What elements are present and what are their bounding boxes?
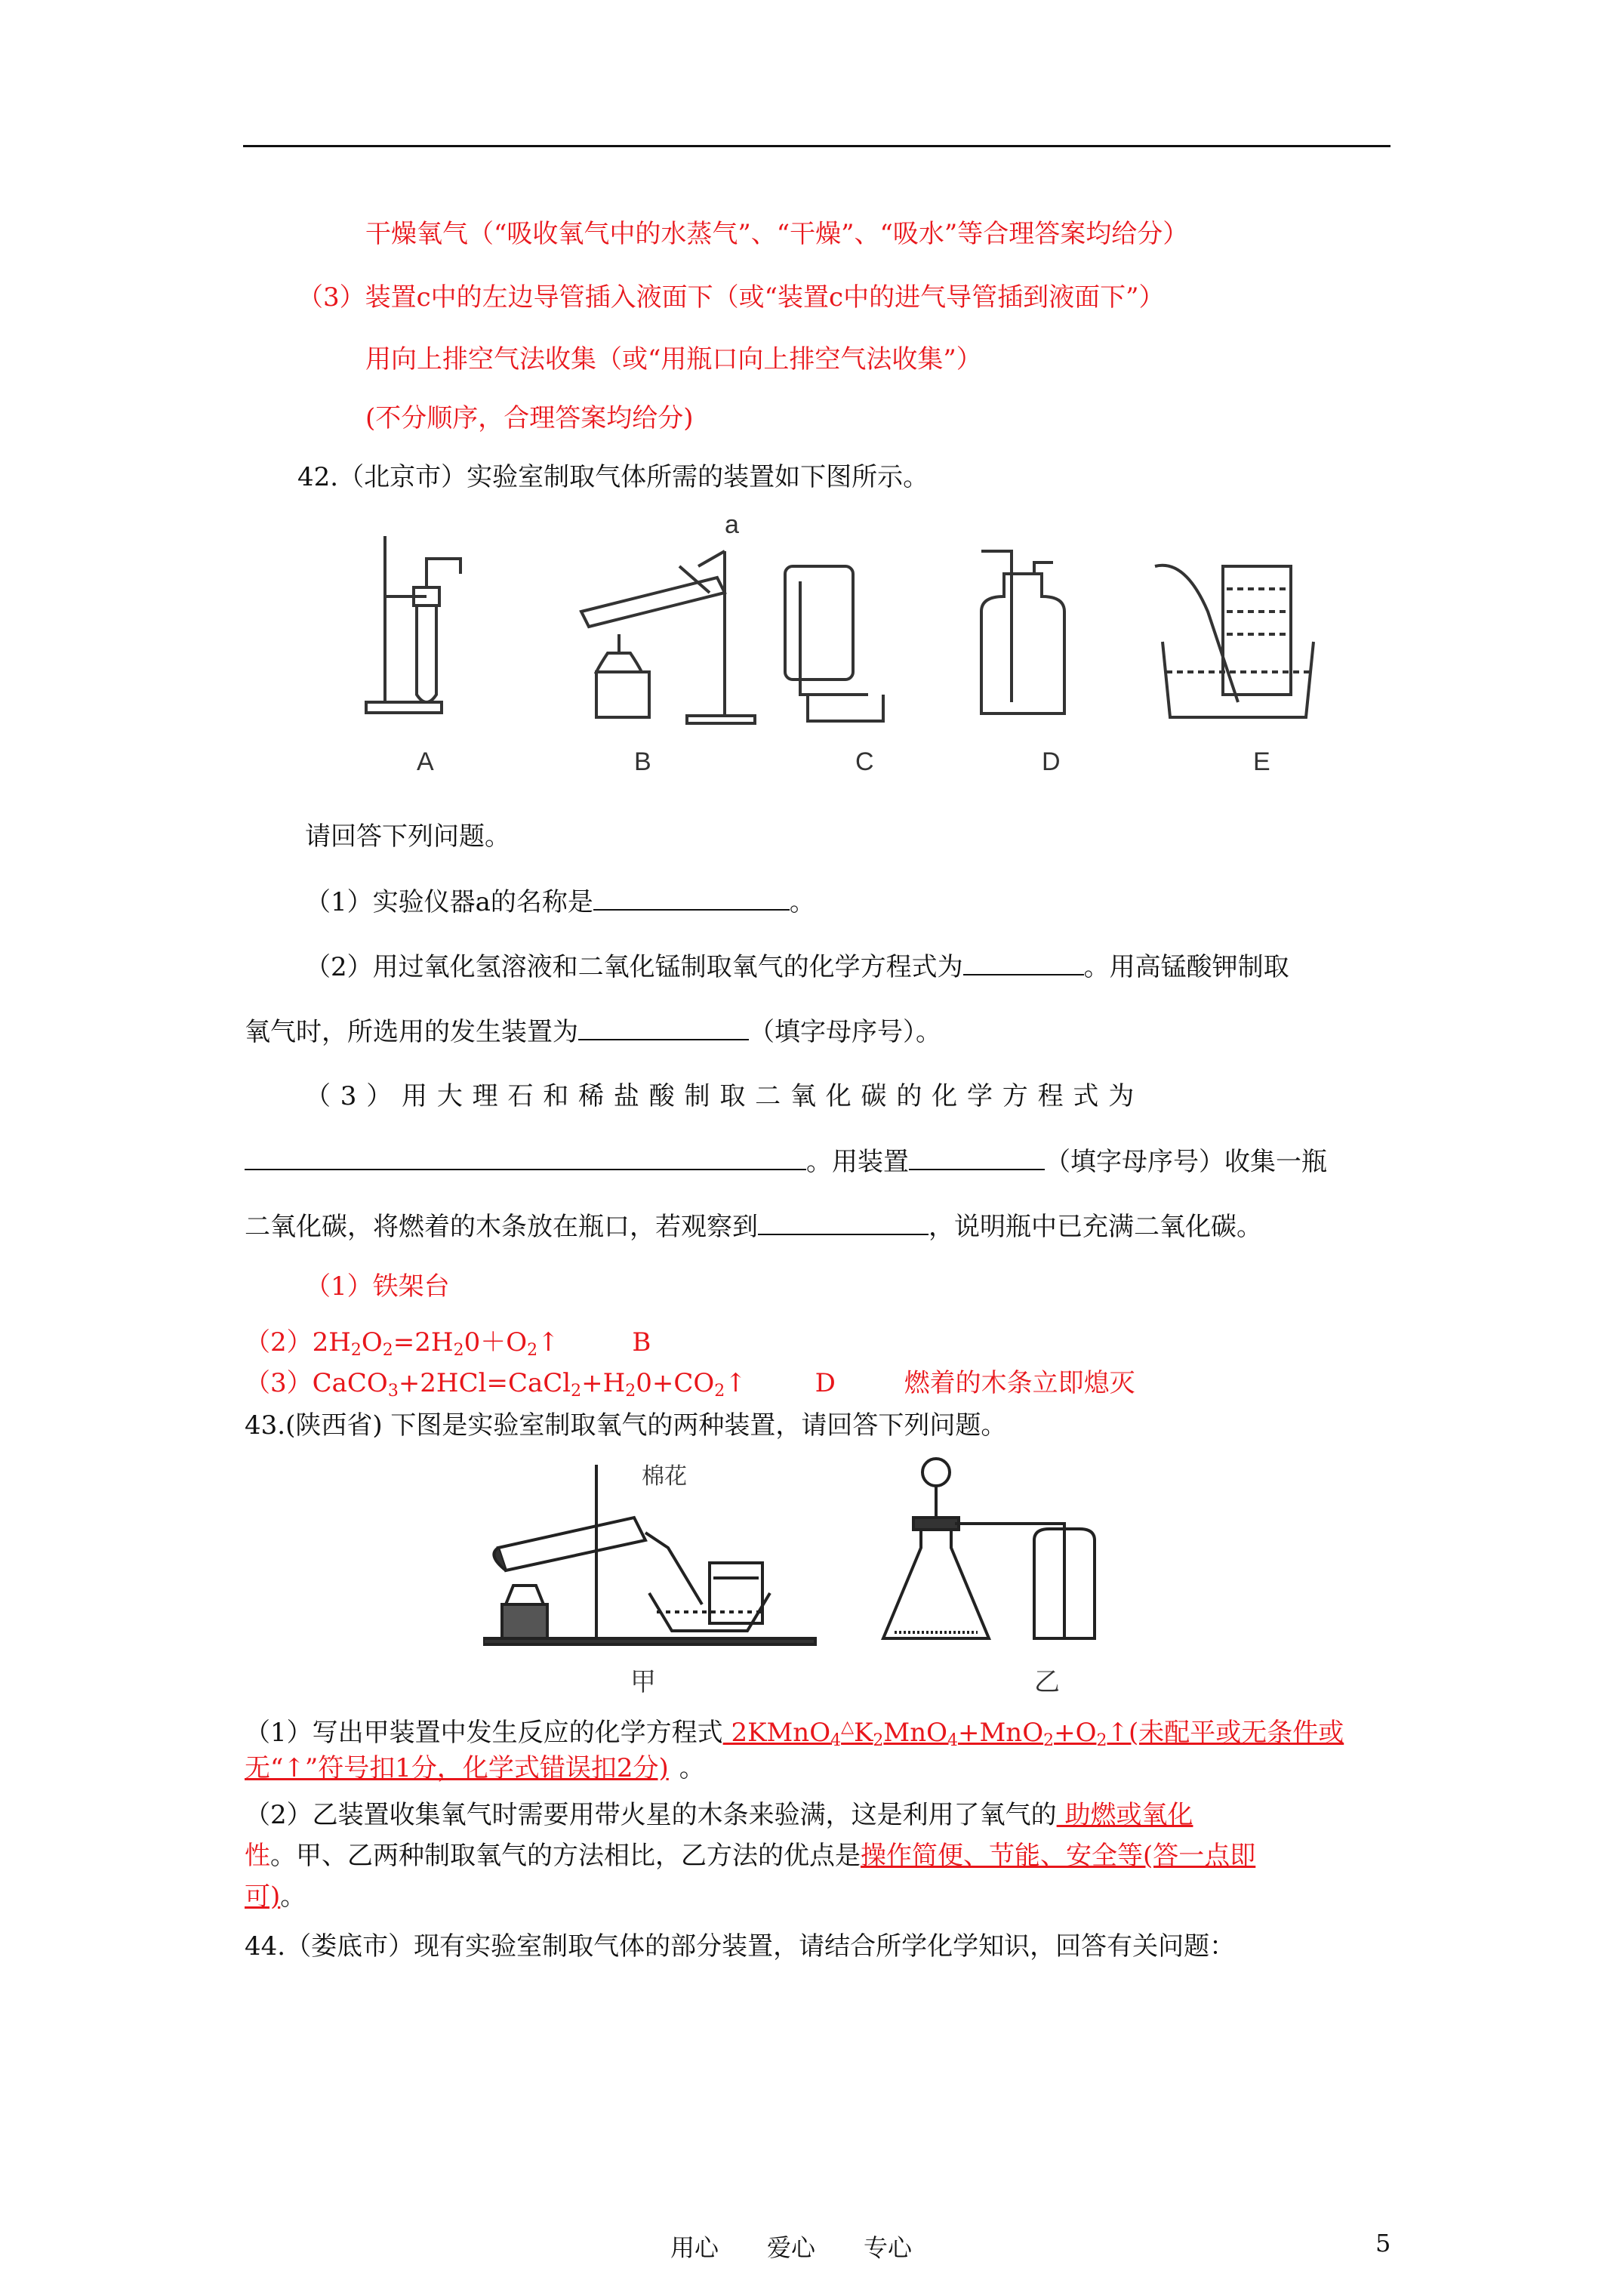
part1-text: （1）实验仪器a的名称是 xyxy=(305,887,593,917)
part3b-mid: 。用装置 xyxy=(806,1147,909,1177)
cotton-label: 棉花 xyxy=(642,1463,687,1490)
eq-sub: 2 xyxy=(625,1382,636,1401)
part2b-end: （填字母序号）。 xyxy=(749,1017,941,1047)
eq-text: +O xyxy=(1054,1718,1097,1748)
question-42-part3: （ 3 ） 用 大 理 石 和 稀 盐 酸 制 取 二 氧 化 碳 的 化 学 方 程 式 为 xyxy=(305,1081,1135,1111)
answer-42-1: （1）铁架台 xyxy=(305,1271,450,1302)
apparatus-d-icon xyxy=(981,551,1064,713)
eq-sub: 4 xyxy=(947,1731,958,1750)
apparatus-label-a: A xyxy=(417,747,434,776)
eq-arrow: ↑ xyxy=(537,1327,559,1358)
eq-sub: 2 xyxy=(350,1341,362,1360)
eq-text: 0+CO xyxy=(636,1368,715,1398)
answer-41-line2: （3）装置c中的左边导管插入液面下（或“装置c中的进气导管插到液面下”） xyxy=(297,282,1165,313)
question-43-title: 43.(陕西省) 下图是实验室制取氧气的两种装置，请回答下列问题。 xyxy=(245,1410,1007,1441)
eq-text: +2HCl=CaCl xyxy=(398,1368,571,1398)
eq-text: 0＋O xyxy=(463,1327,528,1358)
answer-43-1-cont: 无“↑”符号扣1分，化学式错误扣2分) xyxy=(245,1753,669,1783)
question-44-title: 44.（娄底市）现有实验室制取气体的部分装置，请结合所学化学知识，回答有关问题： xyxy=(245,1931,1236,1962)
eq-sub: 3 xyxy=(387,1382,399,1401)
answer-41-line3: 用向上排空气法收集（或“用瓶口向上排空气法收集”） xyxy=(365,344,982,374)
part2b-text: 氧气时，所选用的发生装置为 xyxy=(245,1017,578,1047)
eq-sub: 2 xyxy=(453,1341,464,1360)
eq-text: （3）CaCO xyxy=(245,1368,388,1398)
part1-end: 。 xyxy=(789,887,815,917)
eq-sub: 2 xyxy=(1096,1731,1107,1750)
question-42-part3c xyxy=(245,1210,1262,1244)
eq-text: +MnO xyxy=(958,1718,1044,1748)
question-43-part2b xyxy=(245,1839,1255,1872)
eq-sub: 2 xyxy=(571,1382,582,1401)
eq-text: +H xyxy=(581,1368,626,1398)
part2-end: 。用高锰酸钾制取 xyxy=(1083,952,1289,982)
answer-43-2b: 操作简便、节能、安全等(答一点即 xyxy=(861,1841,1256,1871)
apparatus-b-icon xyxy=(581,551,755,723)
answer-41-line1: 干燥氧气（“吸收氧气中的水蒸气”、“干燥”、“吸水”等合理答案均给分） xyxy=(365,219,1189,249)
apparatus-c-icon xyxy=(785,566,883,721)
apparatus-jia-icon xyxy=(483,1465,815,1644)
part2b-text: 。甲、乙两种制取氧气的方法相比，乙方法的优点是 xyxy=(270,1841,861,1871)
answer-43-2a-cont: 性 xyxy=(245,1841,270,1871)
answer-letter: D xyxy=(815,1368,836,1398)
answer-41-line4: (不分顺序，合理答案均给分) xyxy=(365,403,694,433)
apparatus-figure-43 xyxy=(483,1457,1163,1697)
header-rule xyxy=(243,145,1390,147)
answer-43-1 xyxy=(723,1718,1344,1748)
eq-sub: 2 xyxy=(873,1731,884,1750)
part3c-end: ，说明瓶中已充满二氧化碳。 xyxy=(929,1212,1262,1242)
page-number: 5 xyxy=(1375,2229,1391,2257)
answer-42-2 xyxy=(245,1326,651,1367)
part3b-end: （填字母序号）收集一瓶 xyxy=(1045,1147,1327,1177)
apparatus-a-marker: a xyxy=(725,510,739,539)
answer-43-2a: 助燃或氧化 xyxy=(1056,1800,1193,1830)
apparatus-e-icon xyxy=(1155,566,1313,717)
part2-text: （2）用过氧化氢溶液和二氧化锰制取氧气的化学方程式为 xyxy=(305,952,963,982)
question-42-part2 xyxy=(305,950,1289,984)
eq-condition: △ xyxy=(841,1718,854,1737)
answer-blank-3[interactable] xyxy=(578,1015,749,1040)
apparatus-label-c: C xyxy=(855,747,874,776)
apparatus-yi-icon xyxy=(883,1459,1095,1638)
question-43-part1b xyxy=(245,1752,705,1785)
eq-sub: 2 xyxy=(1043,1731,1055,1750)
part2c-end: 。 xyxy=(280,1881,306,1912)
part2-text: （2）乙装置收集氧气时需要用带火星的木条来验满，这是利用了氧气的 xyxy=(245,1800,1057,1830)
eq-text: 2KMnO xyxy=(722,1718,831,1748)
eq-sub: 2 xyxy=(382,1341,393,1360)
answer-letter: B xyxy=(632,1327,651,1358)
eq-text: K xyxy=(854,1718,873,1748)
apparatus-label-e: E xyxy=(1253,747,1270,776)
apparatus-label-b: B xyxy=(634,747,651,776)
answer-blank-5[interactable] xyxy=(909,1145,1045,1170)
question-42-intro: 请回答下列问题。 xyxy=(305,821,510,852)
answer-blank-6[interactable] xyxy=(758,1210,929,1235)
eq-sub: 4 xyxy=(830,1731,842,1750)
answer-blank-2[interactable] xyxy=(963,950,1084,975)
eq-text: （2）2H xyxy=(245,1327,351,1358)
apparatus-a-icon xyxy=(366,536,460,713)
part1-text: （1）写出甲装置中发生反应的化学方程式 xyxy=(245,1718,723,1748)
part1-end: 。 xyxy=(679,1753,705,1783)
question-42-title: 42.（北京市）实验室制取气体所需的装置如下图所示。 xyxy=(297,462,929,492)
question-43-part2 xyxy=(245,1798,1193,1832)
eq-sub: 2 xyxy=(714,1382,725,1401)
answer-blank-4[interactable] xyxy=(245,1145,806,1170)
answer-observation: 燃着的木条立即熄灭 xyxy=(904,1368,1135,1398)
apparatus-label-jia: 甲 xyxy=(630,1667,656,1697)
answer-42-3 xyxy=(245,1367,1135,1408)
question-42-part3b xyxy=(245,1145,1327,1179)
answer-blank-1[interactable] xyxy=(593,885,790,911)
answer-43-2b-cont: 可) xyxy=(245,1881,281,1912)
apparatus-label-yi: 乙 xyxy=(1034,1667,1060,1697)
question-43-part1 xyxy=(245,1711,1344,1758)
footer-motto: 用心 爱心 专心 xyxy=(670,2233,913,2262)
question-42-part1 xyxy=(305,885,815,919)
eq-text: MnO xyxy=(883,1718,947,1748)
part3c-text: 二氧化碳，将燃着的木条放在瓶口，若观察到 xyxy=(245,1212,758,1242)
question-43-part2c xyxy=(245,1880,306,1913)
eq-arrow: ↑ xyxy=(725,1368,747,1398)
question-42-part2b xyxy=(245,1015,941,1049)
eq-text: O xyxy=(361,1327,383,1358)
apparatus-figure-42 xyxy=(355,510,1336,793)
eq-text: ↑(未配平或无条件或 xyxy=(1107,1718,1344,1748)
apparatus-label-d: D xyxy=(1042,747,1061,776)
eq-text: =2H xyxy=(393,1327,454,1358)
eq-sub: 2 xyxy=(527,1341,538,1360)
